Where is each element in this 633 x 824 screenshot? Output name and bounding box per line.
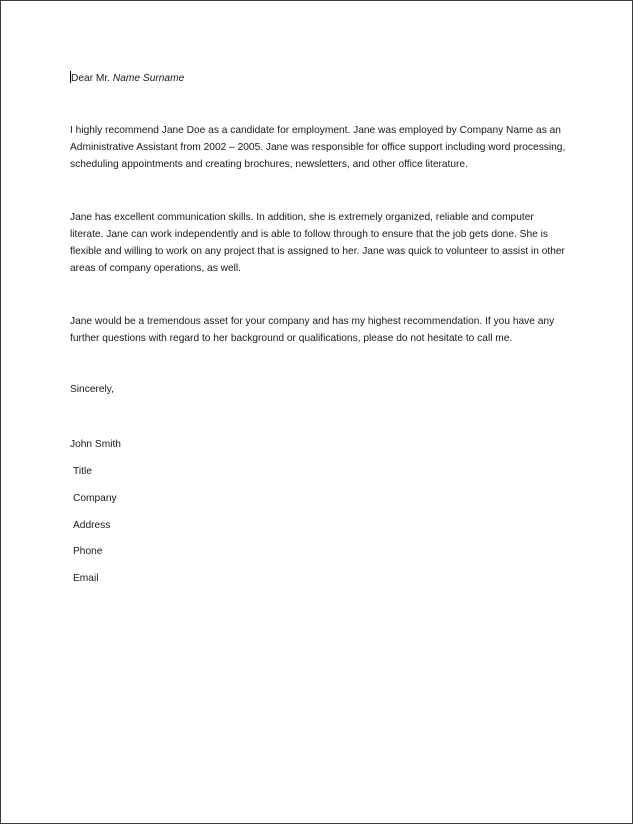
signer-address: Address xyxy=(73,520,111,531)
signer-company: Company xyxy=(73,493,117,504)
paragraph-skills: Jane has excellent communication skills. In addition, she is extremely organized, reliable and computer literate. Jane can work independently and is able to follow through to ensure that the job gets done. She is flexible and willing to work on any project that is assigned to her. Jane was quick to volunteer to assist in other areas of company operations, as well. xyxy=(70,212,565,274)
salutation xyxy=(70,70,566,87)
paragraph-recommendation: I highly recommend Jane Doe as a candidate for employment. Jane was employed by Company Name as an Administrative Assistant from 2002 – 2005. Jane was responsible for office support including word processing, scheduling appointments and creating brochures, newsletters, and other office literature. xyxy=(70,125,566,170)
closing: Sincerely, xyxy=(70,384,114,395)
salutation-name: Name Surname xyxy=(112,73,185,84)
signer-title: Title xyxy=(73,466,92,477)
signer-email: Email xyxy=(73,573,99,584)
paragraph-conclusion: Jane would be a tremendous asset for your company and has my highest recommendation. If you have any further questions with regard to her background or qualifications, please do not hesitate to call me. xyxy=(70,316,555,344)
salutation-prefix: Dear Mr. xyxy=(71,73,113,84)
signer-name: John Smith xyxy=(70,439,121,450)
signer-phone: Phone xyxy=(73,546,103,557)
